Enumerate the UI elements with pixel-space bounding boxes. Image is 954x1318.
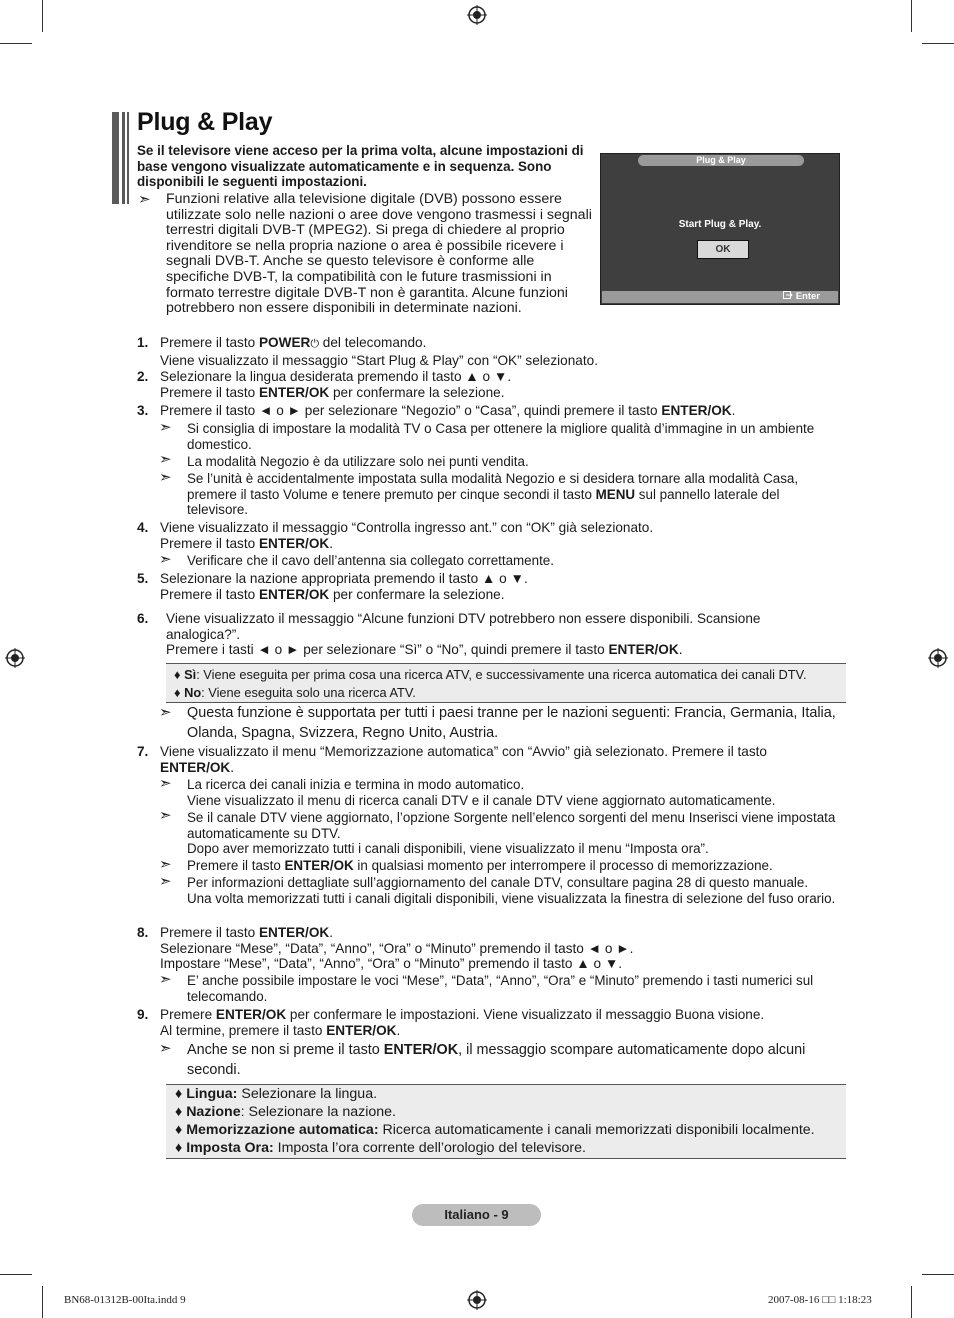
step-9-note-1: Anche se non si preme il tasto ENTER/OK, il messaggio scompare automaticamente dopo alcuni secondi.	[187, 1042, 806, 1078]
crop-mark	[911, 1286, 912, 1318]
enter-icon	[783, 291, 793, 300]
note-arrow-icon: ➣	[159, 971, 172, 988]
title-decoration	[112, 112, 130, 204]
registration-target-icon	[467, 1290, 487, 1310]
note-arrow-icon: ➣	[159, 469, 172, 486]
page-title: Plug & Play	[137, 108, 273, 136]
step-6-note-1: Questa funzione è supportata per tutti i paesi tranne per le nazioni seguenti: Francia, Germania, Italia, Olanda, Spagna, Svizzera, Regno Unito, Austria.	[187, 705, 836, 741]
crop-mark	[42, 1286, 43, 1318]
step-8-note-1: E’ anche possibile impostare le voci “Mese”, “Data”, “Anno”, “Ora” e “Minuto” premendo i tasti numerici sul telecomando.	[187, 973, 814, 1004]
page-number-badge: Italiano - 9	[412, 1204, 541, 1226]
note-arrow-icon: ➣	[159, 807, 172, 824]
crop-mark	[922, 1274, 954, 1275]
power-icon: ⏻	[310, 338, 320, 350]
crop-mark	[0, 43, 32, 44]
summary-item: ♦ Memorizzazione automatica: Ricerca automaticamente i canali memorizzati disponibili localmente.	[175, 1122, 815, 1138]
summary-item: ♦ Imposta Ora: Imposta l’ora corrente dell’orologio del televisore.	[175, 1140, 586, 1156]
note-arrow-icon: ➣	[159, 873, 172, 890]
step-7-note-3: Premere il tasto ENTER/OK in qualsiasi momento per interrompere il processo di memorizzazione.	[187, 858, 773, 873]
step-7-note-4: Per informazioni dettagliate sull’aggiornamento del canale DTV, consultare pagina 28 di questo manuale. Una volta memorizzati tutti i canali digitali disponibili, viene visualizzata la finestra di selezione del fuso orario.	[187, 875, 836, 906]
step-7-note-2: Se il canale DTV viene aggiornato, l’opzione Sorgente nell’elenco sorgenti del menu Inserisci viene impostata automaticamente su DTV. Dopo aver memorizzato tutti i canali disponibili, viene visualizzato il menu “Imposta ora”.	[187, 810, 836, 856]
note-arrow-icon: ➣	[159, 704, 172, 721]
step-3-note-3: Se l’unità è accidentalmente impostata sulla modalità Negozio e si desidera tornare alla modalità Casa, premere il tasto Volume e tenere premuto per cinque secondi il tasto MENU sul pannello laterale del televisore.	[187, 471, 799, 517]
tv-screen-footer	[602, 291, 838, 303]
tv-screen-header: Plug & Play	[638, 155, 804, 166]
crop-mark	[0, 1274, 32, 1275]
summary-item: ♦ Lingua: Selezionare la lingua.	[175, 1086, 378, 1102]
tv-screen-preview	[600, 153, 840, 305]
crop-mark	[42, 0, 43, 32]
footer-timestamp: 2007-08-16 □□ 1:18:23	[768, 1294, 872, 1306]
note-arrow-icon: ➣	[159, 551, 172, 568]
tv-screen-message: Start Plug & Play.	[678, 219, 762, 230]
crop-mark	[922, 43, 954, 44]
ok-button[interactable]: OK	[697, 240, 749, 259]
registration-target-icon	[467, 5, 487, 25]
registration-target-icon	[928, 648, 948, 668]
crop-mark	[911, 0, 912, 32]
step-3-note-1: Si consiglia di impostare la modalità TV o Casa per ottenere la migliore qualità d’immagine in un ambiente domestico.	[187, 421, 815, 452]
option-no: ♦ No: Viene eseguita solo una ricerca ATV.	[174, 685, 416, 700]
step-3-note-2: La modalità Negozio è da utilizzare solo nei punti vendita.	[187, 454, 529, 469]
intro-note: Funzioni relative alla televisione digitale (DVB) possono essere utilizzate solo nelle nazioni o aree dove vengono trasmessi i segnali terrestri digitali DVB-T (MPEG2). Si prega di chiedere al proprio rivenditore se nella propria nazione o area è possibile ricevere i segnali DVB-T. Anche se questo televisore è conforme alle specifiche DVB-T, la compatibilità con le future trasmissioni in formato terrestre digitale DVB-T non è garantita. Alcune funzioni potrebbero non essere disponibili in determinate nazioni.	[166, 191, 592, 317]
step-4-note-1: Verificare che il cavo dell’antenna sia collegato correttamente.	[187, 553, 554, 568]
note-arrow-icon: ➣	[159, 1040, 172, 1057]
note-arrow-icon: ➣	[159, 451, 172, 468]
note-arrow-icon: ➣	[138, 191, 151, 208]
option-si: ♦ Sì: Viene eseguita per prima cosa una ricerca ATV, e successivamente una ricerca automatica dei canali DTV.	[174, 667, 807, 682]
step-7-note-1: La ricerca dei canali inizia e termina in modo automatico. Viene visualizzato il menu di ricerca canali DTV e il canale DTV viene aggiornato automaticamente.	[187, 777, 776, 808]
footer-filename: BN68-01312B-00Ita.indd 9	[64, 1294, 186, 1306]
note-arrow-icon: ➣	[159, 419, 172, 436]
note-arrow-icon: ➣	[159, 856, 172, 873]
registration-target-icon	[5, 648, 25, 668]
summary-item: ♦ Nazione: Selezionare la nazione.	[175, 1104, 396, 1120]
tv-screen-footer-label: Enter	[795, 291, 820, 302]
intro-text: Se il televisore viene acceso per la prima volta, alcune impostazioni di base vengono visualizzate automaticamente e in sequenza. Sono disponibili le seguenti impostazioni.	[137, 143, 584, 189]
step-6-options-box	[166, 663, 846, 703]
settings-summary-box	[166, 1084, 846, 1159]
note-arrow-icon: ➣	[159, 775, 172, 792]
